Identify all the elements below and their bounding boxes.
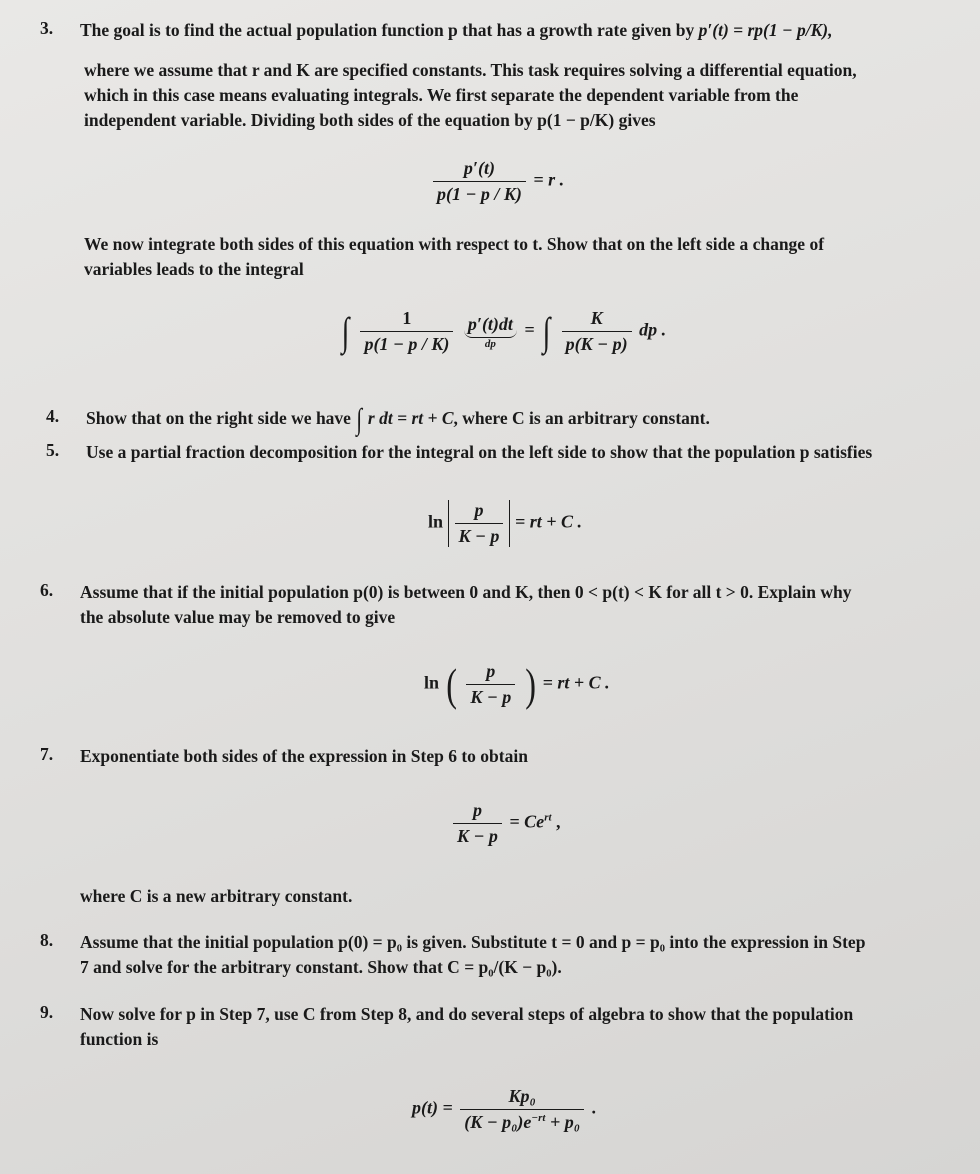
equation-exponentiated xyxy=(450,800,561,847)
item-3-line-6: variables leads to the integral xyxy=(84,259,304,279)
item-3-text: The goal is to find the actual population function p that has a growth rate given by xyxy=(80,20,695,40)
denominator: K − p xyxy=(453,823,502,847)
integral-sign: ∫ xyxy=(542,309,551,354)
denominator: p(1 − p / K) xyxy=(433,181,526,205)
absolute-value xyxy=(448,500,511,547)
equation-rhs: = Ce xyxy=(509,811,545,832)
exponent: rt xyxy=(544,811,552,824)
equation-change-of-variables xyxy=(338,308,666,355)
item-8-line-2: 7 and solve for the arbitrary constant. Show that C = p₀/(K − p₀). xyxy=(80,957,562,977)
item-7 xyxy=(40,744,970,769)
item-number: 9. xyxy=(40,1002,54,1022)
item-6-line-2: the absolute value may be removed to give xyxy=(80,607,396,627)
numerator: p xyxy=(472,800,482,820)
item-7-after: where C is a new arbitrary constant. xyxy=(80,886,353,906)
fraction xyxy=(360,308,453,355)
item-number: 6. xyxy=(40,580,54,600)
right-paren: ) xyxy=(525,659,536,710)
item-6-line-1: Assume that if the initial population p(0) is between 0 and K, then 0 < p(t) < K for all t > 0. Explain why xyxy=(80,582,852,602)
item-3-line-2: where we assume that r and K are specified constants. This task requires solving a differential equation, xyxy=(84,60,857,80)
equation-rhs: = r . xyxy=(533,169,565,190)
equation-lhs: p(t) = xyxy=(412,1097,453,1118)
equation-rhs: = rt + C . xyxy=(542,672,610,693)
underbrace-label: dp xyxy=(484,337,496,350)
item-number: 8. xyxy=(40,930,54,950)
exponent: −rt xyxy=(531,1112,546,1124)
equation-tail: . xyxy=(591,1097,596,1118)
fraction xyxy=(433,158,526,205)
fraction xyxy=(460,1086,584,1133)
numerator: 1 xyxy=(402,308,412,328)
underbraced-term: p′(t)dt xyxy=(464,314,517,338)
equation-tail: , xyxy=(556,811,561,832)
fraction-underbrace xyxy=(464,314,517,350)
numerator: p xyxy=(486,661,496,681)
item-3-paragraph xyxy=(84,58,964,133)
item-3-paragraph-2 xyxy=(84,232,964,282)
denominator: p(1 − p / K) xyxy=(360,331,453,355)
item-9-line-1: Now solve for p in Step 7, use C from Step 8, and do several steps of algebra to show that the population xyxy=(80,1004,854,1024)
item-3-line-3: which in this case means evaluating integrals. We first separate the dependent variable from the xyxy=(84,85,799,105)
item-9 xyxy=(40,1002,970,1052)
equation-log xyxy=(424,658,610,711)
equation-rhs: = rt + C . xyxy=(514,511,582,532)
denominator: K − p xyxy=(466,684,515,708)
item-8-line-1: Assume that the initial population p(0) = p₀ is given. Substitute t = 0 and p = p₀ into the expression in Step xyxy=(80,932,866,952)
numerator: K xyxy=(590,308,603,328)
equation-population-function xyxy=(412,1086,596,1133)
item-7-text: Exponentiate both sides of the expression in Step 6 to obtain xyxy=(80,746,528,766)
integral-sign: ∫ xyxy=(341,309,350,354)
item-5 xyxy=(46,440,976,465)
fraction xyxy=(453,800,502,847)
equation-tail: dp . xyxy=(639,319,667,340)
item-number: 3. xyxy=(40,18,54,38)
equation-separated xyxy=(430,158,564,205)
fraction xyxy=(455,500,504,547)
item-5-text: Use a partial fraction decomposition for the integral on the left side to show that the population p satisfies xyxy=(86,442,873,462)
item-3-line-4: independent variable. Dividing both sides of the equation by p(1 − p/K) gives xyxy=(84,110,656,130)
ln-label: ln xyxy=(428,511,444,532)
item-4 xyxy=(46,403,976,437)
item-4-text: Show that on the right side we have xyxy=(86,408,351,428)
item-8 xyxy=(40,930,970,980)
fraction xyxy=(466,661,515,708)
equation-log-abs xyxy=(428,500,582,547)
item-number: 4. xyxy=(46,406,60,426)
item-6 xyxy=(40,580,970,630)
item-3 xyxy=(40,18,970,43)
growth-rate-equation: p′(t) = rp(1 − p/K), xyxy=(698,20,833,40)
denominator: K − p xyxy=(455,523,504,547)
denominator-part-a: (K − p₀)e xyxy=(464,1112,532,1132)
numerator: Kp₀ xyxy=(508,1086,536,1106)
left-paren: ( xyxy=(445,659,457,710)
item-9-line-2: function is xyxy=(80,1029,159,1049)
numerator: p′(t) xyxy=(463,158,495,178)
equals-sign: = xyxy=(524,319,535,340)
ln-label: ln xyxy=(424,672,440,693)
item-number: 5. xyxy=(46,440,60,460)
item-4-text-b: , where C is an arbitrary constant. xyxy=(453,408,710,428)
denominator xyxy=(460,1109,584,1133)
fraction xyxy=(562,308,632,355)
denominator: p(K − p) xyxy=(562,331,632,355)
denominator-part-b: + p₀ xyxy=(549,1112,580,1132)
item-3-line-5: We now integrate both sides of this equation with respect to t. Show that on the left side a change of xyxy=(84,234,825,254)
integral-expression: r dt = rt + C xyxy=(367,408,454,428)
numerator: p xyxy=(474,500,484,520)
integral-sign: ∫ xyxy=(356,403,363,437)
item-number: 7. xyxy=(40,744,54,764)
